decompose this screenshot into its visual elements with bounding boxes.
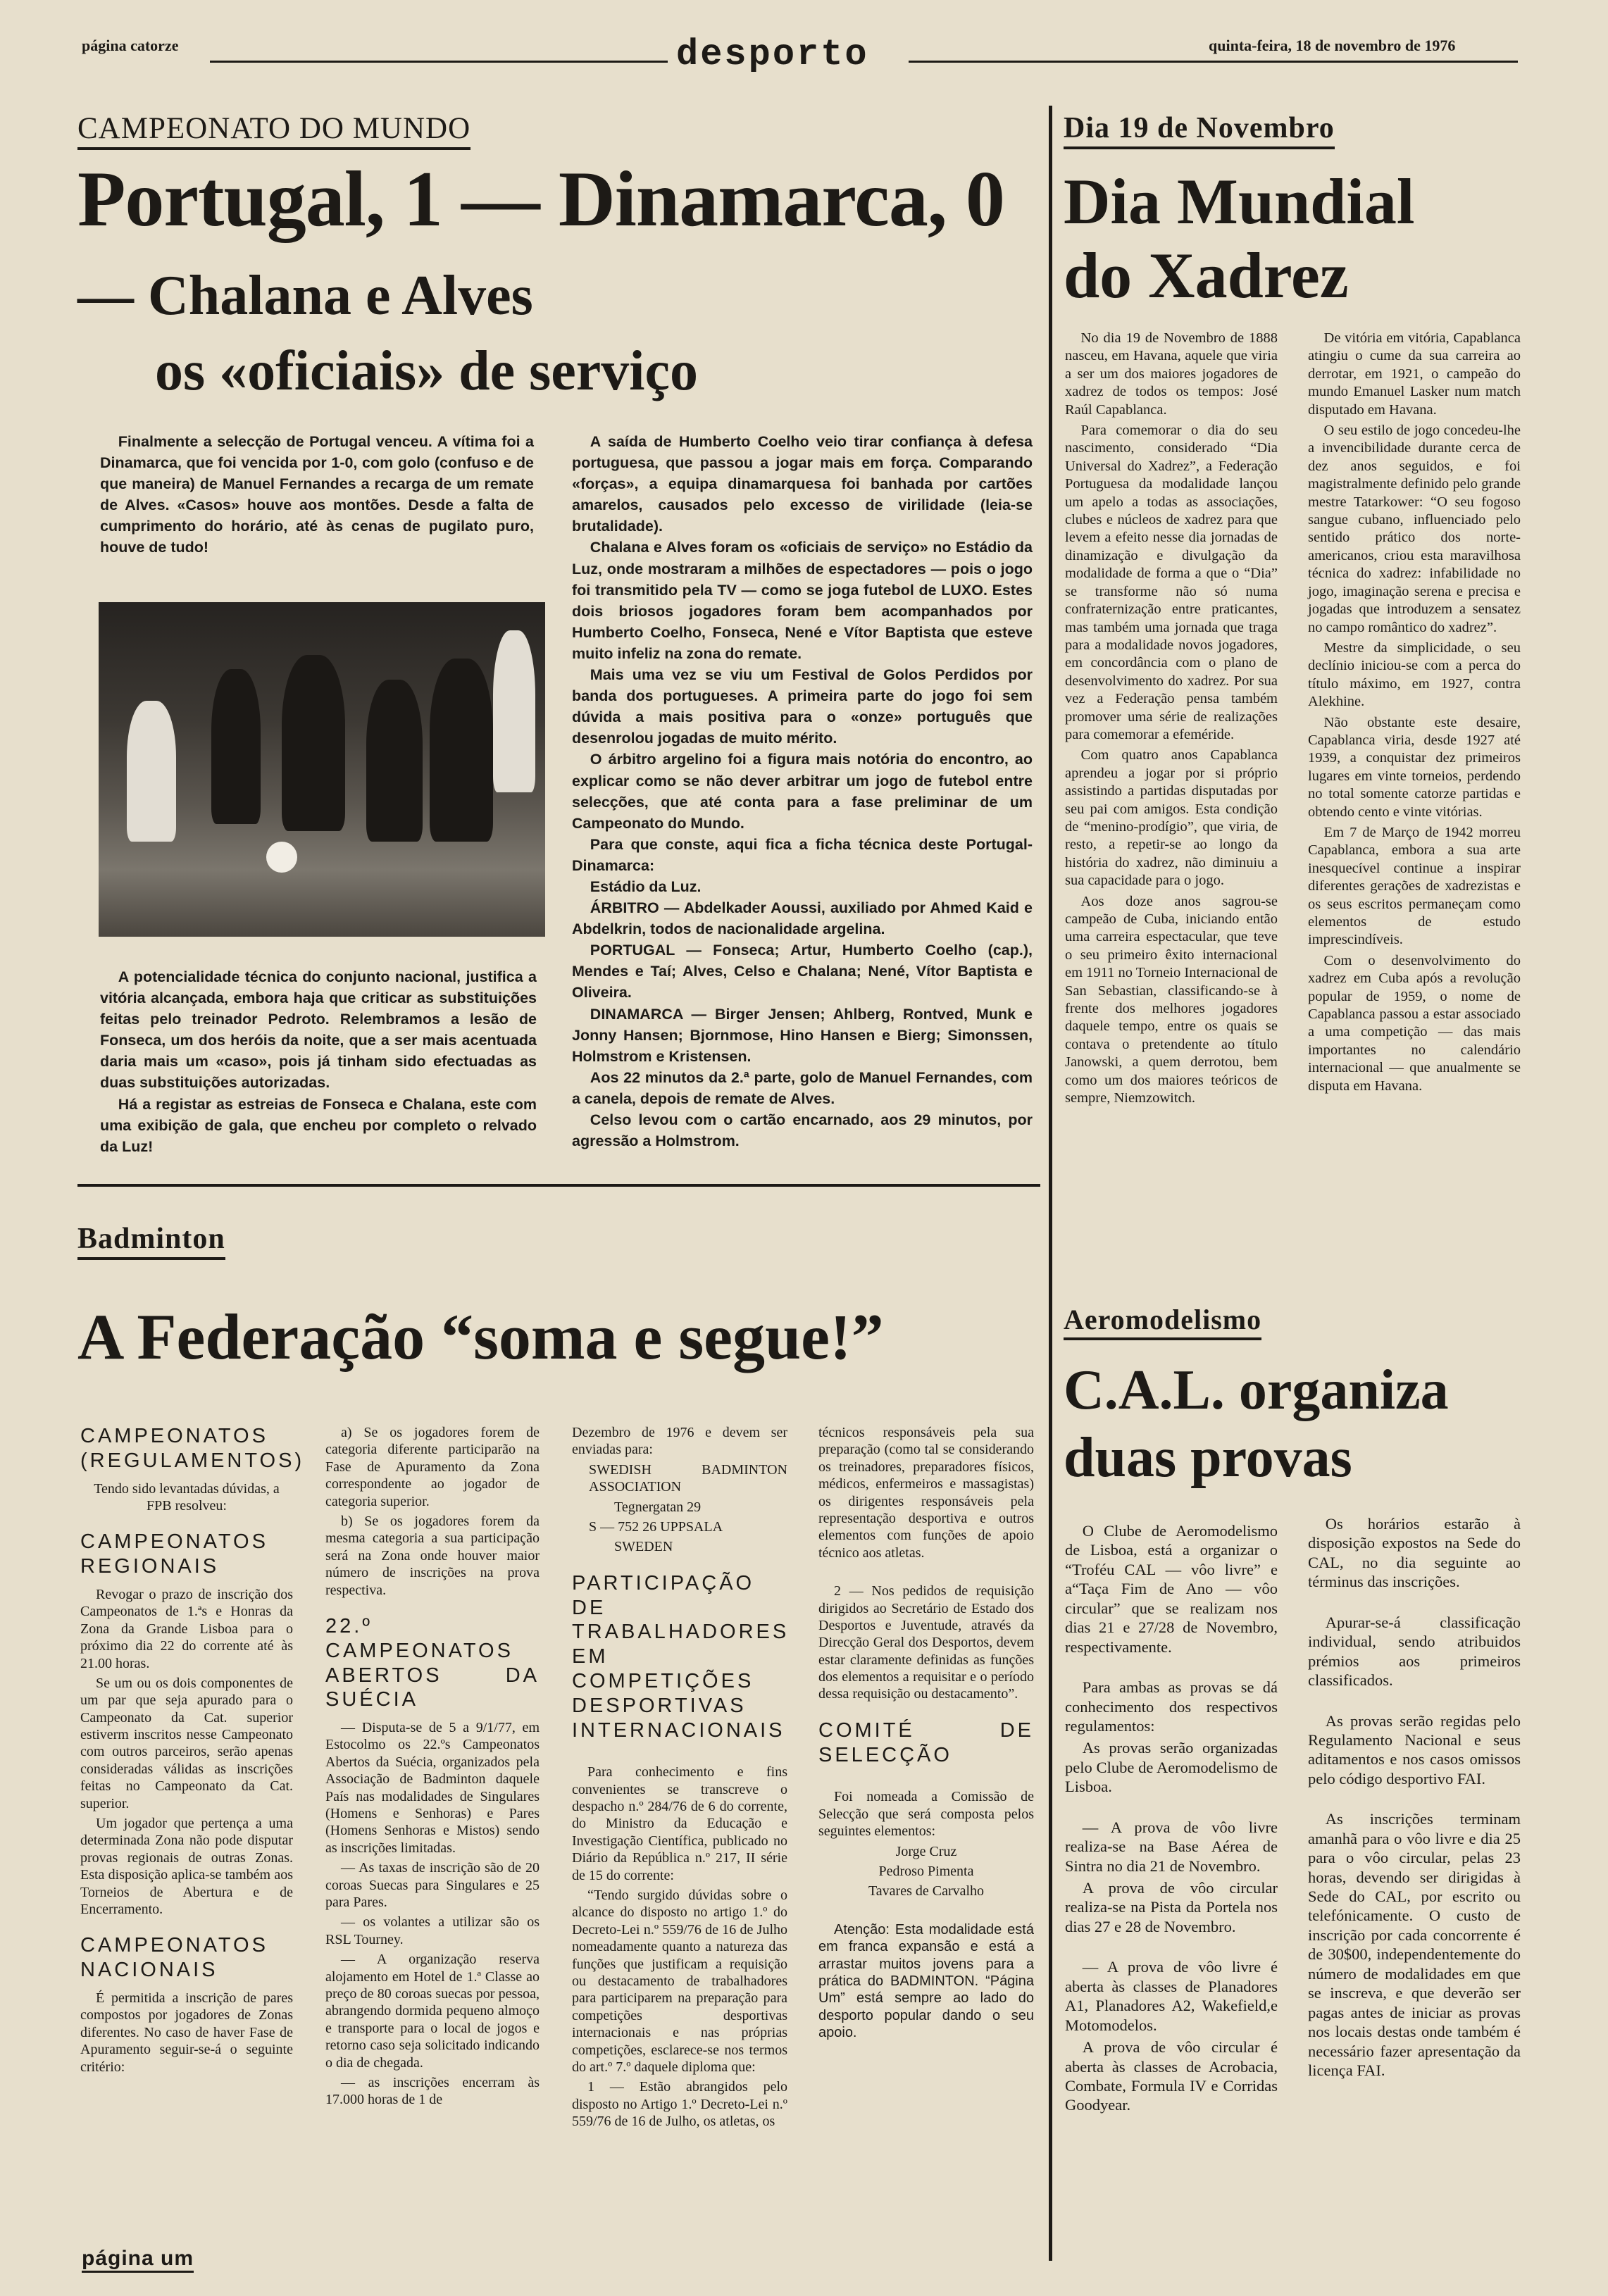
photo-figure [493,630,535,792]
paragraph: Apurar-se-á classificação individual, sendo atribuidos prémios aos primeiros classificados. [1308,1613,1521,1690]
subheading: COMITÉ DE SELECÇÃO [818,1718,1034,1766]
paragraph: Em 7 de Março de 1942 morreu Capablanca, embora a sua arte inesquecível continue a inspirar diferentes gerações de xadrezistas e os seus escritos permaneçam como elementos de estudo imprescindíveis. [1308,824,1521,948]
paragraph: Há a registar as estreias de Fonseca e Chalana, este com uma exibição de gala, que encheu por completo o relvado da Luz! [100,1095,537,1155]
address-line: S — 752 26 UPPSALA [589,1518,723,1535]
column-divider [1049,106,1052,2261]
photo-figure [211,669,261,824]
football-headline: Portugal, 1 — Dinamarca, 0 [77,156,1004,243]
aero-col1 [1065,1521,1278,2118]
chess-section-label: Dia 19 de Novembro [1064,111,1335,149]
paragraph: Tendo sido levantadas dúvidas, a FPB resolveu: [94,1480,280,1514]
chess-headline-2: do Xadrez [1064,239,1349,311]
aero-headline-2: duas provas [1064,1427,1352,1489]
paragraph: — A organização reserva alojamento em Hotel de 1.ª Classe ao preço de 80 coroas suecas por pessoa, abrangendo dormida pequeno almoço e transporte para o local de jogos e retorno caso seja solicitado indicando o dia de chegada. [325,1952,540,2071]
paragraph: Não obstante este desaire, Capablanca viria, desde 1927 até 1939, a conquistar dez primeiros lugares em vinte torneios, perdendo no total somente catorze partidas e obtendo cento e vinte vitórias. [1308,714,1521,820]
paragraph: — Disputa-se de 5 a 9/1/77, em Estocolmo os 22.ºs Campeonatos Abertos da Suécia, organizados pela Associação de Badminton daquele País nas modalidades de Singulares (Homens e Senhoras) e Pares (Homens Senhoras e Mistos) sendo as inscrições limitadas. [325,1720,540,1856]
paragraph: Aos doze anos sagrou-se campeão de Cuba, iniciando então uma carreira espectacular, que teve o seu primeiro êxito internacional em 1911 no Torneio Internacional de San Sebastian, classificando-se à frente dos melhores jogadores daquele tempo, entre os quais se contava o pretendente ao título Janowski, a quem derrotou, bem como um dos maiores teóricos de sempre, Niemzowitch. [1065,893,1278,1106]
address-line: SWEDISH BADMINTON ASSOCIATION [589,1461,787,1495]
paragraph: PORTUGAL — Fonseca; Artur, Humberto Coelho (cap.), Mendes e Taí; Alves, Celso e Chalana; Nené, Vítor Baptista e Oliveira. [572,942,1033,1002]
badminton-headline: A Federação “soma e segue!” [77,1301,884,1373]
subheading: CAMPEONATOS (REGULAMENTOS) [80,1425,305,1472]
badminton-col3 [572,1424,790,2133]
photo-figure [282,655,345,831]
football-body-col1 [100,966,537,1157]
aero-headline-1: C.A.L. organiza [1064,1359,1449,1421]
subheading: CAMPEONATOS NACIONAIS [80,1934,268,1982]
paragraph: Atenção: Esta modalidade está em franca expansão e está a arrastar muitos jovens para a prática do BADMINTON. “Página Um” está sempre ao lado do desporto popular dando o seu apoio. [818,1921,1034,2041]
chess-col1 [1065,330,1278,1110]
paragraph: “Tendo surgido dúvidas sobre o alcance do disposto no artigo 1.º do Decreto-Lei n.º 559/76 de 16 de Julho nomeadamente quanto a natureza das funções que justificam a requisição ou destacamento de trabalhadores para participarem na preparação para competições desportivas internacionais e nas próprias competições, esclarece-se nos termos do art.º 7.º daquele diploma que: [572,1888,787,2075]
paragraph: As inscrições terminam amanhã para o vôo livre e dia 25 para o vôo circular, pelas 23 horas, devendo ser dirigidas à Sede do CAL, por escrito ou telefónicamente. O custo de inscrição por cada concorrente é de 30$00, independentemente do número de modalidades em que se inscreva, e que deverão ser pagas antes de iniciar as provas nos locais destas onde também é necessário fazer apresentação da licença FAI. [1308,1810,1521,2079]
paragraph: A saída de Humberto Coelho veio tirar confiança à defesa portuguesa, que passou a jogar mais em força. Comparando «forças», a equipa dinamarquesa foi banhada por cartões amarelos, causados pelo excesso de virilidade (leia-se brutalidade). [572,433,1033,535]
section-divider [77,1184,1040,1187]
subheading: CAMPEONATOS REGIONAIS [80,1530,268,1578]
photo-figure [430,659,493,842]
paragraph: Mais uma vez se viu um Festival de Golos Perdidos por banda dos portugueses. A primeira parte do jogo foi sem dúvida a mais positiva para o «onze» português que desenrolou jogadas de muito mérito. [572,666,1033,747]
paragraph: Para conhecimento e fins convenientes se transcreve o despacho n.º 284/76 de 6 do corrente, do Ministro da Educação e Investigação Científica, publicado no Diário da República n.º 217, II série de 15 do corrente: [572,1764,787,1883]
paragraph: A prova de vôo circular realiza-se na Pista da Portela nos dias 27 e 28 de Novembro. [1065,1879,1278,1935]
footer-page-label: página um [82,2247,194,2273]
badminton-col2 [325,1424,540,2111]
address-line: SWEDEN [614,1539,673,1555]
badminton-section-label: Badminton [77,1222,225,1260]
paragraph: Aos 22 minutos da 2.ª parte, golo de Manuel Fernandes, com a canela, depois de remate de Alves. [572,1068,1033,1107]
paragraph: A potencialidade técnica do conjunto nacional, justifica a vitória alcançada, embora haja que criticar as substituições feitas pelo treinador Pedroto. Relembramos a lesão de Fonseca, um dos heróis da noite, que a ser mais acentuada daria mais um «caso», pois já tinham sido efectuadas as duas substituições autorizadas. [100,968,537,1092]
paragraph: O seu estilo de jogo concedeu-lhe a invencibilidade durante cerca de dez anos seguidos, e foi magistralmente definido pelo grande mestre Tatarkower: “O seu fogoso sangue cubano, influenciado pelo sentido prático dos norte-americanos, criou esta maravilhosa técnica do xadrez: infabilidade no jogo, imaginação serena e precisa e jogadas que introduzem a sensatez no campo romântico do xadrez”. [1308,423,1521,635]
paragraph: b) Se os jogadores forem da mesma categoria a sua participação será na Zona onde houver maior número de inscrições na prova respectiva. [325,1513,540,1598]
paragraph: As provas serão regidas pelo Regulamento Nacional e seus aditamentos e nos casos omissos pelo código desportivo FAI. [1308,1711,1521,1787]
paragraph: Os horários estarão à disposição expostos na Sede do CAL, no dia seguinte ao términus das inscrições. [1308,1515,1521,1591]
paragraph: ÁRBITRO — Abdelkader Aoussi, auxiliado por Ahmed Kaid e Abdelkrin, todos de nacionalidade argelina. [572,899,1033,938]
photo-figure [127,701,176,842]
photo-figure [366,680,423,842]
paragraph: Celso levou com o cartão encarnado, aos 29 minutos, por agressão a Holmstrom. [572,1111,1033,1150]
paragraph: O árbitro argelino foi a figura mais notória do encontro, ao explicar como se não dever arbitrar um jogo de futebol entre selecções, que até conta para a fase preliminar de um Campeonato do Mundo. [572,751,1033,832]
paragraph: Para comemorar o dia do seu nascimento, considerado “Dia Universal do Xadrez”, a Federação Portuguesa da modalidade lançou um apelo a todas as associações, clubes e núcleos de xadrez para que levem a efeito nesse dia jornadas de dinamização e divulgação da modalidade de forma a que o “Dia” se transforme não só numa confraternização entre praticantes, mas também uma jornada que traga para a modalidade novos jogadores, em concordância com o plano de desenvolvimento do xadrez. Por sua vez a Federação pensa também promover uma série de realizações para comemorar a efeméride. [1065,423,1278,742]
paragraph: A prova de vôo circular é aberta às classes de Acrobacia, Combate, Formula IV e Corridas Goodyear. [1065,2038,1278,2114]
paragraph: Mestre da simplicidade, o seu declínio iniciou-se com a perca do título máximo, em 1927, contra Alekhine. [1308,639,1521,710]
section-title: desporto [676,34,869,75]
chess-headline-1: Dia Mundial [1064,166,1415,237]
paragraph: — A prova de vôo livre é aberta às classes de Planadores A1, Planadores A2, Wakefield,e Motomodelos. [1065,1958,1278,2034]
paragraph: Se um ou os dois componentes de um par que seja apurado para o Campeonato da Cat. superior estiverm inscritos nesse Campeonato com outros parceiros, serão apenas consideradas válidas as inscrições feitas no Campeonato da Cat. superior. [80,1675,293,1811]
match-photo [99,602,545,937]
paragraph: As provas serão organizadas pelo Clube de Aeromodelismo de Lisboa. [1065,1739,1278,1796]
paragraph: De vitória em vitória, Capablanca atingiu o cume da sua carreira ao derrotar, em 1921, o campeão do mundo Emanuel Lasker num match disputado em Havana. [1308,330,1521,418]
football-subhead-2: os «oficiais» de serviço [155,340,698,402]
paragraph: Dezembro de 1976 e devem ser enviadas para: [572,1425,787,1458]
paragraph: Com o desenvolvimento do xadrez em Cuba após a revolução popular de 1959, o nome de Capablanca passou a estar associado a uma competição — das mais importantes no calendário internacional — que anualmente se disputa em Havana. [1308,952,1521,1094]
paragraph: Chalana e Alves foram os «oficiais de serviço» no Estádio da Luz, onde mostraram a milhões de espectadores — pois o jogo foi transmitido pela TV — como se joga futebol de LUXO. Estes dois briosos jogadores foram bem acompanhados por Humberto Coelho, Fonseca, Nené e Vítor Baptista que esteve muito infeliz na zona do remate. [572,539,1033,662]
subheading: 22.º CAMPEONATOS ABERTOS DA SUÉCIA [325,1614,540,1711]
page-number-label: página catorze [82,37,179,54]
paragraph: Para ambas as provas se dá conhecimento dos respectivos regulamentos: [1065,1678,1278,1735]
address-line: Tegnergatan 29 [614,1499,702,1515]
committee-member: Pedroso Pimenta [878,1864,974,1880]
paragraph: 2 — Nos pedidos de requisição dirigidos ao Secretário de Estado dos Desportos e Juventude, através da Direcção Geral dos Desportos, devem estar claramente definidas as funções dos elementos a requisitar e o período dessa requisição ou destacamento”. [818,1583,1034,1702]
badminton-col1 [80,1424,305,2078]
football-ball [266,842,297,873]
committee-member: Jorge Cruz [895,1843,957,1859]
masthead-rule-left [210,61,668,63]
paragraph: É permitida a inscrição de pares compostos por jogadores de Zonas diferentes. No caso de haver Fase de Apuramento seguir-se-á o seguinte critério: [80,1990,293,2075]
paragraph: Para que conste, aqui fica a ficha técnica deste Portugal-Dinamarca: [572,835,1033,874]
paragraph: O Clube de Aeromodelismo de Lisboa, está a organizar o “Troféu CAL — vôo livre” e a“Taça Fim de Ano — vôo circular” que se realizam nos dias 21 e 27/28 de Novembro, respectivamente. [1065,1522,1278,1656]
paragraph: — as inscrições encerram às 17.000 horas de 1 de [325,2074,540,2108]
paragraph: Um jogador que pertença a uma determinada Zona não pode disputar provas regionais de outras Zonas. Esta disposição aplica-se também aos Torneios de Abertura e de Encerramento. [80,1816,293,1917]
badminton-col4 [818,1424,1034,2045]
subheading: PARTICIPAÇÃO DE TRABALHADORES EM COMPETIÇÕES DESPORTIVAS INTERNACIONAIS [572,1571,790,1742]
paragraph: Foi nomeada a Comissão de Selecção que será composta pelos seguintes elementos: [818,1789,1034,1840]
paragraph: Revogar o prazo de inscrição dos Campeonatos de 1.ªs e Honras da Zona da Grande Lisboa para o próximo dia 22 do corrente até às 21.00 horas. [80,1586,293,1671]
paragraph: DINAMARCA — Birger Jensen; Ahlberg, Rontved, Munk e Jonny Hansen; Bjornmose, Hino Hansen e Bierg; Simonssen, Holmstrom e Kristensen. [572,1005,1033,1065]
football-body-col2 [572,431,1033,1152]
paragraph: No dia 19 de Novembro de 1888 nasceu, em Havana, aquele que viria a ser um dos maiores jogadores de xadrez de todos os tempos: José Raúl Capablanca. [1065,330,1278,418]
aero-col2 [1308,1514,1521,2083]
paragraph: — os volantes a utilizar são os RSL Tourney. [325,1914,540,1947]
paragraph: — A prova de vôo livre realiza-se na Base Aérea de Sintra no dia 21 de Novembro. [1065,1818,1278,1875]
football-lead: Finalmente a selecção de Portugal venceu. A vítima foi a Dinamarca, que foi vencida por 1-0, com golo (confuso e de que maneira) de Manuel Fernandes a recarga de um remate de Alves. «Casos» houve aos montões. Desde a falta de cumprimento do horário, até às cenas de pugilato puro, houve de tudo! [100,433,534,556]
football-subhead-1: — Chalana e Alves [77,265,533,327]
aero-section-label: Aeromodelismo [1064,1303,1261,1340]
date-label: quinta-feira, 18 de novembro de 1976 [1209,37,1456,54]
chess-col2 [1308,330,1521,1098]
football-section-label: CAMPEONATO DO MUNDO [77,111,470,150]
masthead-rule-right [909,61,1518,63]
paragraph: Com quatro anos Capablanca aprendeu a jogar por si próprio assistindo a partidas disputadas por seu pai com amigos. Esta condição de “menino-prodígio”, que viria, de resto, a repetir-se ao longo da história do xadrez, não diminuiu a sua capacidade para o jogo. [1065,747,1278,889]
paragraph: Estádio da Luz. [590,878,702,895]
paragraph: 1 — Estão abrangidos pelo disposto no Artigo 1.º Decreto-Lei n.º 559/76 de 16 de Julho, os atletas, os [572,2079,787,2130]
committee-member: Tavares de Carvalho [868,1883,985,1899]
paragraph: — As taxas de inscrição são de 20 coroas Suecas para Singulares e 25 para Pares. [325,1860,540,1910]
paragraph: a) Se os jogadores forem de categoria diferente participarão na Fase de Apuramento da Zona correspondente ao jogador de categoria superior. [325,1425,540,1509]
paragraph: técnicos responsáveis pela sua preparação (como tal se considerando os treinadores, preparadores físicos, médicos, enfermeiros e massagistas) os dirigentes responsáveis pela representação desportiva e outros elementos com funções de apoio técnico aos atletas. [818,1425,1034,1561]
